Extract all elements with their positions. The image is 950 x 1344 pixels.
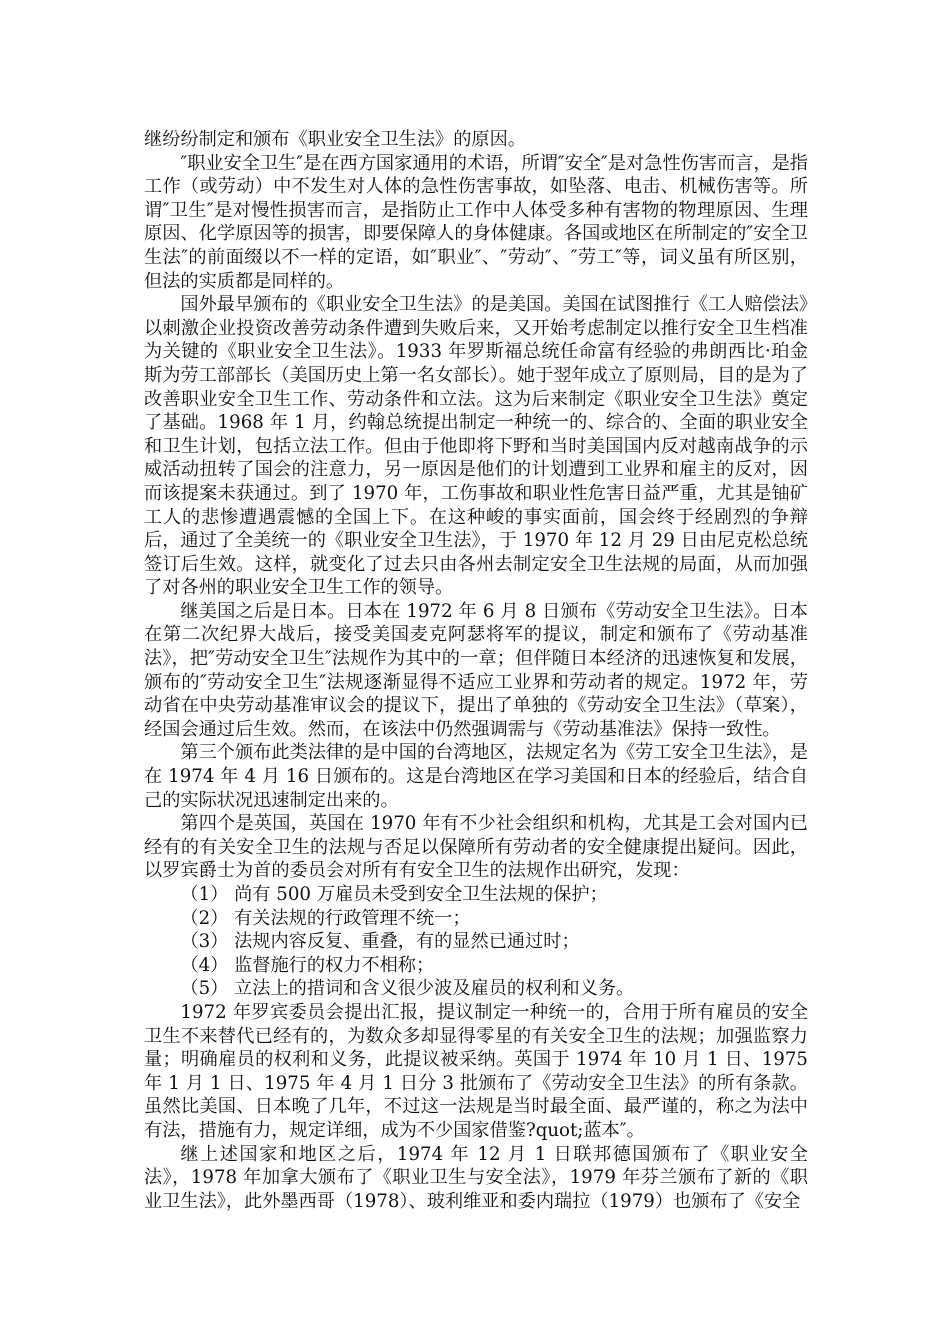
paragraph-other-countries: 继上述国家和地区之后，1974 年 12 月 1 日联邦德国颁布了《职业安全法》，1978 年加拿大颁布了《职业卫生与安全法》，1979 年芬兰颁布了新的《职业卫生法》，此外墨西哥（1978）、玻利维亚和委内瑞拉（1979）也颁布了《安全 [144,1143,808,1212]
paragraph-continuation: 继纷纷制定和颁布《职业安全卫生法》的原因。 [144,129,526,150]
list-item: （5） 立法上的措词和含义很少波及雇员的权利和义务。 [180,978,635,1000]
paragraph-usa: 国外最早颁布的《职业安全卫生法》的是美国。美国在试图推行《工人赔偿法》以刺激企业投资改善劳动条件遭到失败后来，又开始考虑制定以推行安全卫生档准为关键的《职业安全卫生法》。1933 年罗斯福总统任命富有经验的弗朗西比·珀金斯为劳工部部长（美国历史上第一名女部长）。她于翌年成立了原则局，目的是为了改善职业安全卫生工作、劳动条件和立法。这为后来制定《职业安全卫生法》奠定了基础。1968 年 1 月，约翰总统提出制定一种统一的、综合的、全面的职业安全和卫生计划，包括立法工作。但由于他即将下野和当时美国国内反对越南战争的示威活动扭转了国会的注意力，另一原因是他们的计划遭到工业界和雇主的反对，因而该提案未获通过。到了 1970 年，工伤事故和职业性危害日益严重，尤其是铀矿工人的悲惨遭遇震憾的全国上下。在这种峻的事实面前，国会终于经剧烈的争辩后，通过了全美统一的《职业安全卫生法》，于 1970 年 12 月 29 日由尼克松总统签订后生效。这样，就变化了过去只由各州去制定安全卫生法规的局面，从而加强了对各州的职业安全卫生工作的领导。 [144,294,808,599]
paragraph-uk: 第四个是英国，英国在 1970 年有不少社会组织和机构，尤其是工会对国内已经有的有关安全卫生的法规与否足以保障所有劳动者的安全健康提出疑问。因此，以罗宾爵士为首的委员会对所有有安全卫生的法规作出研究，发现： [144,813,808,882]
paragraph-definition: ″职业安全卫生″是在西方国家通用的术语，所谓″安全″是对急性伤害而言，是指工作（或劳动）中不发生对人体的急性伤害事故，如坠落、电击、机械伤害等。所谓″卫生″是对慢性损害而言，是指防止工作中人体受多种有害物的物理原因、生理原因、化学原因等的损害，即要保障人的身体健康。各国或地区在所制定的″安全卫生法″的前面缀以不一样的定语，如″职业″、″劳动″、″劳工″等，词义虽有所区别，但法的实质都是同样的。 [144,152,808,292]
paragraph-taiwan: 第三个颁布此类法律的是中国的台湾地区，法规定名为《劳工安全卫生法》，是在 1974 年 4 月 16 日颁布的。这是台湾地区在学习美国和日本的经验后，结合自己的实际状况迅速制定出来的。 [144,742,808,811]
list-item: （1） 尚有 500 万雇员未受到安全卫生法规的保护； [180,884,608,905]
list-item: （4） 监督施行的权力不相称； [180,954,435,976]
paragraph-uk-report: 1972 年罗宾委员会提出汇报，提议制定一种统一的，合用于所有雇员的安全卫生不来替代已经有的，为数众多却显得零星的有关安全卫生的法规；加强监察力量；明确雇员的权利和义务，此提议被采纳。英国于 1974 年 10 月 1 日、1975 年 1 月 1 日、1975 年 4 月 1 日分 3 批颁布了《劳动安全卫生法》的所有条款。虽然比美国、日本晚了几年，不过这一法规是当时最全面、最严谨的，称之为法中有法，措施有力，规定详细，成为不少国家借鉴?quot;蓝本″。 [144,1001,808,1141]
paragraph-japan: 继美国之后是日本。日本在 1972 年 6 月 8 日颁布《劳动安全卫生法》。日本在第二次纪界大战后，接受美国麦克阿瑟将军的提议，制定和颁布了《劳动基准法》，把″劳动安全卫生″法规作为其中的一章；但伴随日本经济的迅速恢复和发展，颁布的″劳动安全卫生″法规逐渐显得不适应工业界和劳动者的规定。1972 年，劳动省在中央劳动基准审议会的提议下，提出了单独的《劳动安全卫生法》（草案），经国会通过后生效。然而，在该法中仍然强调需与《劳动基准法》保持一致性。 [144,600,808,740]
document-page [144,128,808,1213]
list-item: （3） 法规内容反复、重叠，有的显然已通过时； [180,931,580,953]
list-item: （2） 有关法规的行政管理不统一； [180,907,471,929]
